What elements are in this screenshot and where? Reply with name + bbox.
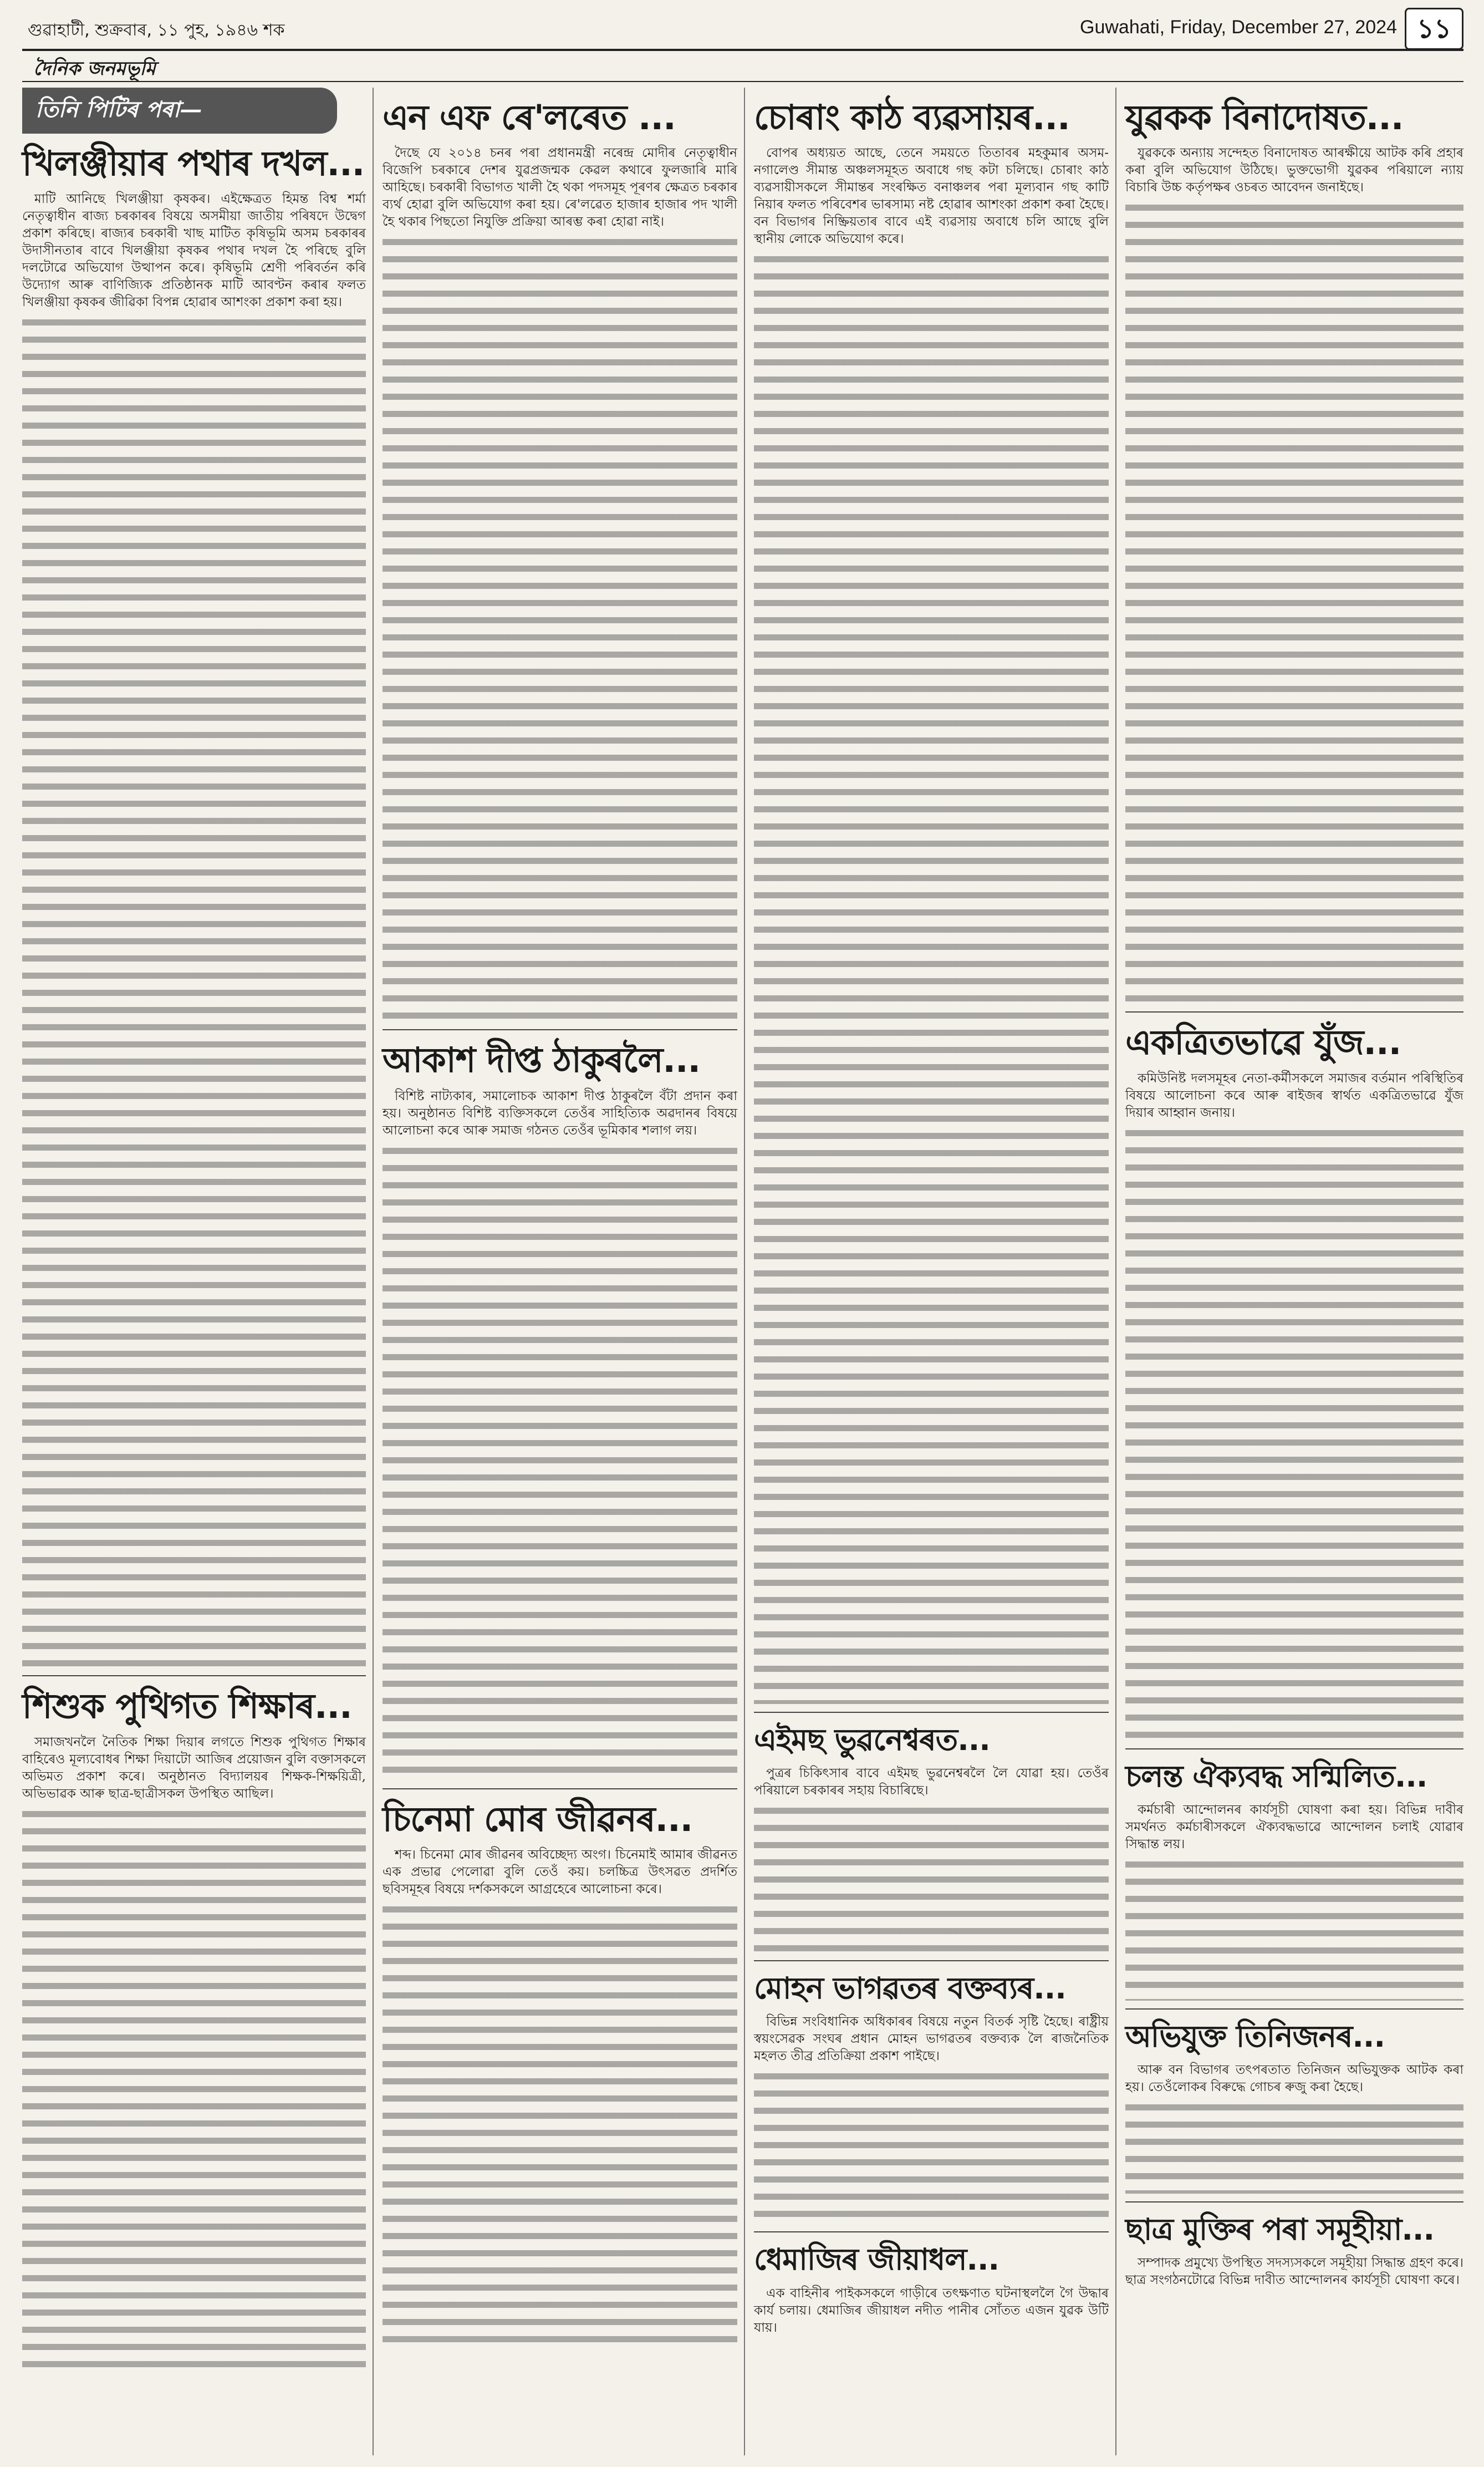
article-lead: কৰ্মচাৰী আন্দোলনৰ কাৰ্যসূচী ঘোষণা কৰা হয়। বিভিন্ন দাবীৰ সমৰ্থনত কৰ্মচাৰীসকলে ঐক্যবদ্ধভাৱে আন্দোলন চলাই যোৱাৰ সিদ্ধান্ত লয়। — [1125, 1802, 1463, 1851]
article-body — [754, 145, 1109, 248]
article-lead: যুৱককে অন্যায় সন্দেহত বিনাদোষত আৰক্ষীয়ে আটক কৰি প্ৰহাৰ কৰা বুলি অভিযোগ উঠিছে। ভুক্তভোগী যুৱকৰ পৰিয়ালে ন্যায় বিচাৰি উচ্চ কৰ্তৃপক্ষৰ ওচৰত আবেদন জনাইছে। — [1125, 146, 1463, 195]
column-4 — [1125, 88, 1463, 2292]
article-body — [22, 1734, 366, 1803]
article-body — [754, 2013, 1109, 2065]
article-text-block — [383, 1143, 737, 1781]
column-rule — [744, 88, 745, 2455]
article-body — [1125, 1802, 1463, 1853]
article-lead: মাটি আনিছে খিলঞ্জীয়া কৃষকৰ। এইক্ষেত্ৰত হিমন্ত বিশ্ব শৰ্মা নেতৃত্বাধীন ৰাজ্য চৰকাৰৰ বিষয়ে অসমীয়া জাতীয় পৰিষদে উদ্বেগ প্ৰকাশ কৰিছে। ৰাজ্যৰ চৰকাৰী খাছ মাটিত কৃষিভূমি অসম চৰকাৰৰ উদাসীনতাৰ বাবে খিলঞ্জীয়া কৃষকৰ পথাৰ দখল হৈ পৰিছে বুলি দলটোৱে অভিযোগ উত্থাপন কৰে। কৃষিভূমি শ্ৰেণী পৰিবৰ্তন কৰি উদ্যোগ আৰু বাণিজ্যিক প্ৰতিষ্ঠানক মাটি আবণ্টন কৰাৰ ফলত খিলঞ্জীয়া কৃষকৰ জীৱিকা বিপন্ন হোৱাৰ আশংকা প্ৰকাশ কৰা হয়। — [22, 192, 366, 310]
article-headline: খিলঞ্জীয়াৰ পথাৰ দখল... — [22, 143, 365, 184]
article-body — [1125, 145, 1463, 196]
article-text-block — [383, 234, 737, 1021]
article-lead: বোপৰ অধ্যয়ত আছে, তেনে সময়তে তিতাবৰ মহকুমাৰ অসম-নগালেণ্ড সীমান্ত অঞ্চলসমূহত অবাধে গছ কটা চলিছে। চোৰাং কাঠ ব্যৱসায়ীসকলে সীমান্তৰ সংৰক্ষিত বনাঞ্চলৰ পৰা মূল্যবান গছ কাটি নিয়াৰ ফলত পৰিবেশৰ ভাৰসাম্য নষ্ট হোৱাৰ আশংকা প্ৰকাশ কৰা হৈছে। বন বিভাগৰ নিষ্ক্ৰিয়তাৰ বাবে এই ব্যৱসায় অবাধে চলি আছে বুলি স্থানীয় লোকে অভিযোগ কৰে। — [754, 146, 1109, 247]
article-divider — [754, 2231, 1109, 2232]
article-headline: ছাত্ৰ মুক্তিৰ পৰা সমূহীয়া... — [1125, 2211, 1434, 2247]
article-headline: চিনেমা মোৰ জীৱনৰ... — [383, 1798, 693, 1839]
article-body — [383, 1847, 737, 1898]
article-lead: পুত্ৰৰ চিকিৎসাৰ বাবে এইমছ ভুৱনেশ্বৰলৈ লৈ যোৱা হয়। তেওঁৰ পৰিয়ালে চৰকাৰৰ সহায় বিচাৰিছে। — [754, 1766, 1109, 1798]
article-lead: বিশিষ্ট নাট্যকাৰ, সমালোচক আকাশ দীপ্ত ঠাকুৰলৈ বঁটা প্ৰদান কৰা হয়। অনুষ্ঠানত বিশিষ্ট ব্যক্তিসকলে তেওঁৰ সাহিত্যিক অৱদানৰ বিষয়ে আলোচনা কৰে আৰু সমাজ গঠনত তেওঁৰ ভূমিকাৰ শলাগ লয়। — [383, 1088, 737, 1138]
article-lead: শব্দ। চিনেমা মোৰ জীৱনৰ অবিচ্ছেদ্য অংগ। চিনেমাই আমাৰ জীৱনত এক প্ৰভাৱ পেলোৱা বুলি তেওঁ কয়। চলচ্চিত্ৰ উৎসৱত প্ৰদৰ্শিত ছবিসমূহৰ বিষয়ে দৰ্শকসকলে আগ্ৰহেৰে আলোচনা কৰে। — [383, 1847, 737, 1896]
date-english: Guwahati, Friday, December 27, 2024 — [1080, 17, 1397, 38]
article-lead: বিভিন্ন সংবিধানিক অধিকাৰৰ বিষয়ে নতুন বিতৰ্ক সৃষ্টি হৈছে। ৰাষ্ট্ৰীয় স্বয়ংসেৱক সংঘৰ প্ৰধান মোহন ভাগৱতৰ বক্তব্যক লৈ ৰাজনৈতিক মহলত তীব্ৰ প্ৰতিক্ৰিয়া প্ৰকাশ পাইছে। — [754, 2015, 1109, 2064]
article-text-block — [22, 1806, 366, 2372]
article-lead: সম্পাদক প্ৰমুখ্যে উপস্থিত সদস্যসকলে সমূহীয়া সিদ্ধান্ত গ্ৰহণ কৰে। ছাত্ৰ সংগঠনটোৱে বিভিন্ন দাবীত আন্দোলনৰ কাৰ্যসূচী ঘোষণা কৰে। — [1125, 2255, 1463, 2287]
article-divider — [383, 1788, 737, 1789]
column-rule — [373, 88, 374, 2455]
page-number: ১১ — [1405, 8, 1463, 50]
column-3 — [754, 88, 1109, 2340]
article-divider — [1125, 1748, 1463, 1749]
article-lead: আৰু বন বিভাগৰ তৎপৰতাত তিনিজন অভিযুক্তক আটক কৰা হয়। তেওঁলোকৰ বিৰুদ্ধে গোচৰ ৰুজু কৰা হৈছে। — [1125, 2062, 1463, 2094]
column-1 — [22, 88, 366, 2372]
date-assamese: গুৱাহাটী, শুক্ৰবাৰ, ১১ পুহ, ১৯৪৬ শক — [28, 21, 285, 40]
column-2 — [383, 88, 737, 2345]
article-divider — [1125, 2008, 1463, 2010]
article-headline: এইমছ ভুৱনেশ্বৰত... — [754, 1722, 990, 1758]
article-lead: কমিউনিষ্ট দলসমূহৰ নেতা-কৰ্মীসকলে সমাজৰ বৰ্তমান পৰিস্থিতিৰ বিষয়ে আলোচনা কৰে আৰু ৰাইজৰ স্বাৰ্থত একত্ৰিতভাৱে যুঁজ দিয়াৰ আহ্বান জনায়। — [1125, 1071, 1463, 1120]
article-lead: এক বাহিনীৰ পাইকসকলে গাড়ীৰে তৎক্ষণাত ঘটনাস্থললৈ গৈ উদ্ধাৰ কাৰ্য চলায়। ধেমাজিৰ জীয়াধল নদীত পানীৰ সোঁতত এজন যুৱক উটি যায়। — [754, 2286, 1109, 2335]
article-text-block — [383, 1901, 737, 2345]
article-headline: শিশুক পুথিগত শিক্ষাৰ... — [22, 1686, 352, 1727]
article-divider — [22, 1675, 366, 1676]
article-text-block — [754, 251, 1109, 1704]
article-headline: অভিযুক্ত তিনিজনৰ... — [1125, 2018, 1385, 2054]
article-text-block — [1125, 1125, 1463, 1741]
article-headline: আকাশ দীপ্ত ঠাকুৰলৈ... — [383, 1040, 701, 1081]
article-text-block — [1125, 2099, 1463, 2194]
article-lead: সমাজখনলৈ নৈতিক শিক্ষা দিয়াৰ লগতে শিশুক পুথিগত শিক্ষাৰ বাহিৰেও মূল্যবোধৰ শিক্ষা দিয়াটো আজিৰ প্ৰয়োজন বুলি বক্তাসকলে অভিমত প্ৰকাশ কৰে। অনুষ্ঠানত বিদ্যালয়ৰ শিক্ষক-শিক্ষয়িত্ৰী, অভিভাৱক আৰু ছাত্ৰ-ছাত্ৰীসকল উপস্থিত আছিল। — [22, 1734, 366, 1801]
article-body — [383, 1088, 737, 1140]
article-text-block — [754, 2068, 1109, 2224]
article-body — [1125, 2062, 1463, 2096]
article-headline: একত্ৰিতভাৱে যুঁজ... — [1125, 1022, 1401, 1063]
article-body — [22, 191, 366, 311]
article-text-block — [754, 1803, 1109, 1952]
article-divider — [383, 1029, 737, 1030]
article-headline: চোৰাং কাঠ ব্যৱসায়ৰ... — [754, 97, 1070, 138]
article-text-block — [1125, 200, 1463, 1004]
article-headline: ধেমাজিৰ জীয়াধল... — [754, 2242, 999, 2277]
article-text-block — [22, 314, 366, 1667]
article-body — [1125, 2255, 1463, 2289]
article-body — [754, 2285, 1109, 2337]
article-divider — [1125, 1011, 1463, 1013]
article-divider — [1125, 2201, 1463, 2203]
article-divider — [754, 1712, 1109, 1713]
article-body — [383, 145, 737, 231]
column-rule — [1115, 88, 1116, 2455]
article-headline: যুৱকক বিনাদোষত... — [1125, 97, 1404, 138]
article-headline: এন এফ ৰে'লৰেত ... — [383, 97, 676, 138]
article-divider — [754, 1960, 1109, 1961]
article-body — [1125, 1070, 1463, 1122]
page-header — [22, 8, 1463, 47]
section-label: তিনি পিটিৰ পৰা— — [22, 88, 337, 134]
article-body — [754, 1765, 1109, 1799]
article-headline: মোহন ভাগৱতৰ বক্তব্যৰ... — [754, 1971, 1066, 2006]
paper-name: দৈনিক জনমভূমি — [33, 58, 156, 80]
article-lead: দৈছে যে ২০১৪ চনৰ পৰা প্ৰধানমন্ত্ৰী নৰেন্দ্ৰ মোদীৰ নেতৃত্বাধীন বিজেপি চৰকাৰে দেশৰ যুৱপ্ৰজন্মক কেৱল কথাৰে ফুলজাৰি মাৰি আহিছে। চৰকাৰী বিভাগত খালী হৈ থকা পদসমূহ পূৰণৰ ক্ষেত্ৰত চৰকাৰ ব্যৰ্থ হোৱা বুলি অভিযোগ কৰা হয়। ৰে'লৱেত হাজাৰ হাজাৰ পদ খালী হৈ থকাৰ পিছতো নিযুক্তি প্ৰক্ৰিয়া আৰম্ভ কৰা হোৱা নাই। — [383, 146, 737, 230]
article-text-block — [1125, 1856, 1463, 2001]
masthead-rule — [22, 49, 1463, 82]
article-headline: চলন্ত ঐক্যবদ্ধ সন্মিলিত... — [1125, 1758, 1427, 1794]
